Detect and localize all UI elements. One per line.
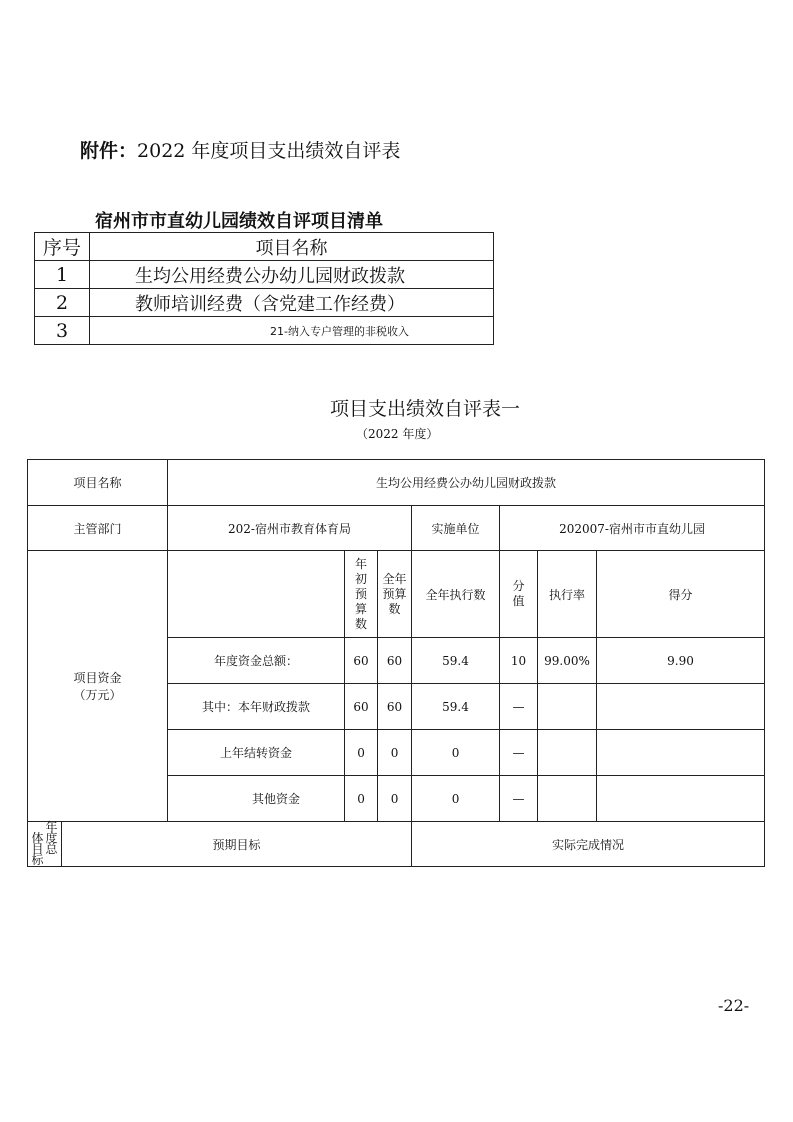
annual-budget-cell: 60 [378, 684, 412, 730]
list-header-row [35, 233, 494, 261]
list-seq: 2 [35, 289, 90, 317]
list-row [35, 261, 494, 289]
header-char: 预 [355, 586, 368, 601]
goals-row [28, 822, 765, 867]
funds-row-label: 上年结转资金 [168, 730, 345, 776]
funds-label [28, 551, 168, 822]
header-line: 预算 [382, 586, 407, 601]
annual-exec-header: 全年执行数 [412, 551, 500, 638]
annual-budget-cell: 60 [378, 638, 412, 684]
exec-rate-cell [538, 684, 597, 730]
blank-header-cell [168, 551, 345, 638]
list-name: 21-纳入专户管理的非税收入 [90, 317, 494, 345]
unit-label: 实施单位 [412, 506, 500, 551]
exec-rate-cell [538, 730, 597, 776]
score-cell [597, 684, 765, 730]
exec-rate-header: 执行率 [538, 551, 597, 638]
goals-header-columns [28, 822, 61, 866]
header-char: 年 [355, 556, 368, 571]
goals-col-2 [46, 822, 58, 866]
department-row [28, 506, 765, 551]
header-line: 全年 [382, 571, 407, 586]
funds-label-line1: 项目资金 [73, 671, 122, 685]
funds-row-label: 其中：本年财政拨款 [168, 684, 345, 730]
attachment-heading [80, 136, 400, 163]
list-row [35, 289, 494, 317]
score-cell [597, 776, 765, 822]
header-line: 数 [388, 601, 401, 616]
annual-exec-cell: 0 [412, 776, 500, 822]
initial-budget-header [345, 551, 378, 638]
weight-cell: — [500, 684, 538, 730]
form-title: 项目支出绩效自评表一 [330, 398, 521, 420]
project-name-label: 项目名称 [28, 460, 168, 506]
list-row [35, 317, 494, 345]
list-seq: 1 [35, 261, 90, 289]
header-char: 度 [45, 831, 58, 845]
list-seq: 3 [35, 317, 90, 345]
weight-cell: 10 [500, 638, 538, 684]
header-char: 标 [31, 853, 44, 867]
name-header: 项目名称 [90, 233, 494, 261]
header-char: 算 [355, 601, 368, 616]
funds-header-row [28, 551, 765, 638]
project-name-value: 生均公用经费公办幼儿园财政拨款 [168, 460, 765, 506]
dept-label: 主管部门 [28, 506, 168, 551]
initial-budget-cell: 0 [345, 730, 378, 776]
header-char: 初 [355, 571, 368, 586]
header-char: 数 [355, 616, 368, 631]
list-name: 生均公用经费公办幼儿园财政拨款 [90, 261, 494, 289]
score-cell: 9.90 [597, 638, 765, 684]
list-name: 教师培训经费（含党建工作经费） [90, 289, 494, 317]
project-name-row [28, 460, 765, 506]
seq-header: 序号 [35, 233, 90, 261]
header-char: 年 [45, 820, 58, 834]
dept-value: 202-宿州市教育体育局 [168, 506, 412, 551]
attachment-title: 2022 年度项目支出绩效自评表 [137, 140, 401, 162]
initial-budget-cell: 0 [345, 776, 378, 822]
header-char: 目 [31, 842, 44, 856]
funds-row-label: 年度资金总额： [168, 638, 345, 684]
annual-budget-cell: 0 [378, 730, 412, 776]
annual-exec-cell: 59.4 [412, 684, 500, 730]
annual-budget-cell: 0 [378, 776, 412, 822]
expected-goal-header: 预期目标 [62, 822, 412, 867]
weight-cell: — [500, 730, 538, 776]
goals-col-1 [31, 822, 43, 866]
page-number: -22- [718, 996, 750, 1015]
initial-budget-cell: 60 [345, 638, 378, 684]
form-year: （2022 年度） [356, 427, 439, 441]
score-cell [597, 730, 765, 776]
header-char: 分 [512, 579, 525, 593]
header-char: 体 [31, 831, 44, 845]
weight-header [500, 551, 538, 638]
funds-row-label: 其他资金 [168, 776, 345, 822]
weight-cell: — [500, 776, 538, 822]
goals-header-cell [28, 822, 62, 867]
actual-completion-header: 实际完成情况 [412, 822, 765, 867]
evaluation-table [27, 459, 765, 867]
annual-budget-header [378, 551, 412, 638]
header-char: 值 [512, 594, 525, 608]
attachment-label: 附件： [80, 140, 138, 162]
annual-exec-cell: 0 [412, 730, 500, 776]
list-title: 宿州市市直幼儿园绩效自评项目清单 [95, 211, 383, 232]
annual-exec-cell: 59.4 [412, 638, 500, 684]
unit-value: 202007-宿州市市直幼儿园 [500, 506, 765, 551]
header-char: 总 [45, 842, 58, 856]
score-header: 得分 [597, 551, 765, 638]
initial-budget-cell: 60 [345, 684, 378, 730]
project-list-table [34, 232, 494, 345]
exec-rate-cell: 99.00% [538, 638, 597, 684]
exec-rate-cell [538, 776, 597, 822]
funds-label-line2: （万元） [73, 688, 122, 702]
